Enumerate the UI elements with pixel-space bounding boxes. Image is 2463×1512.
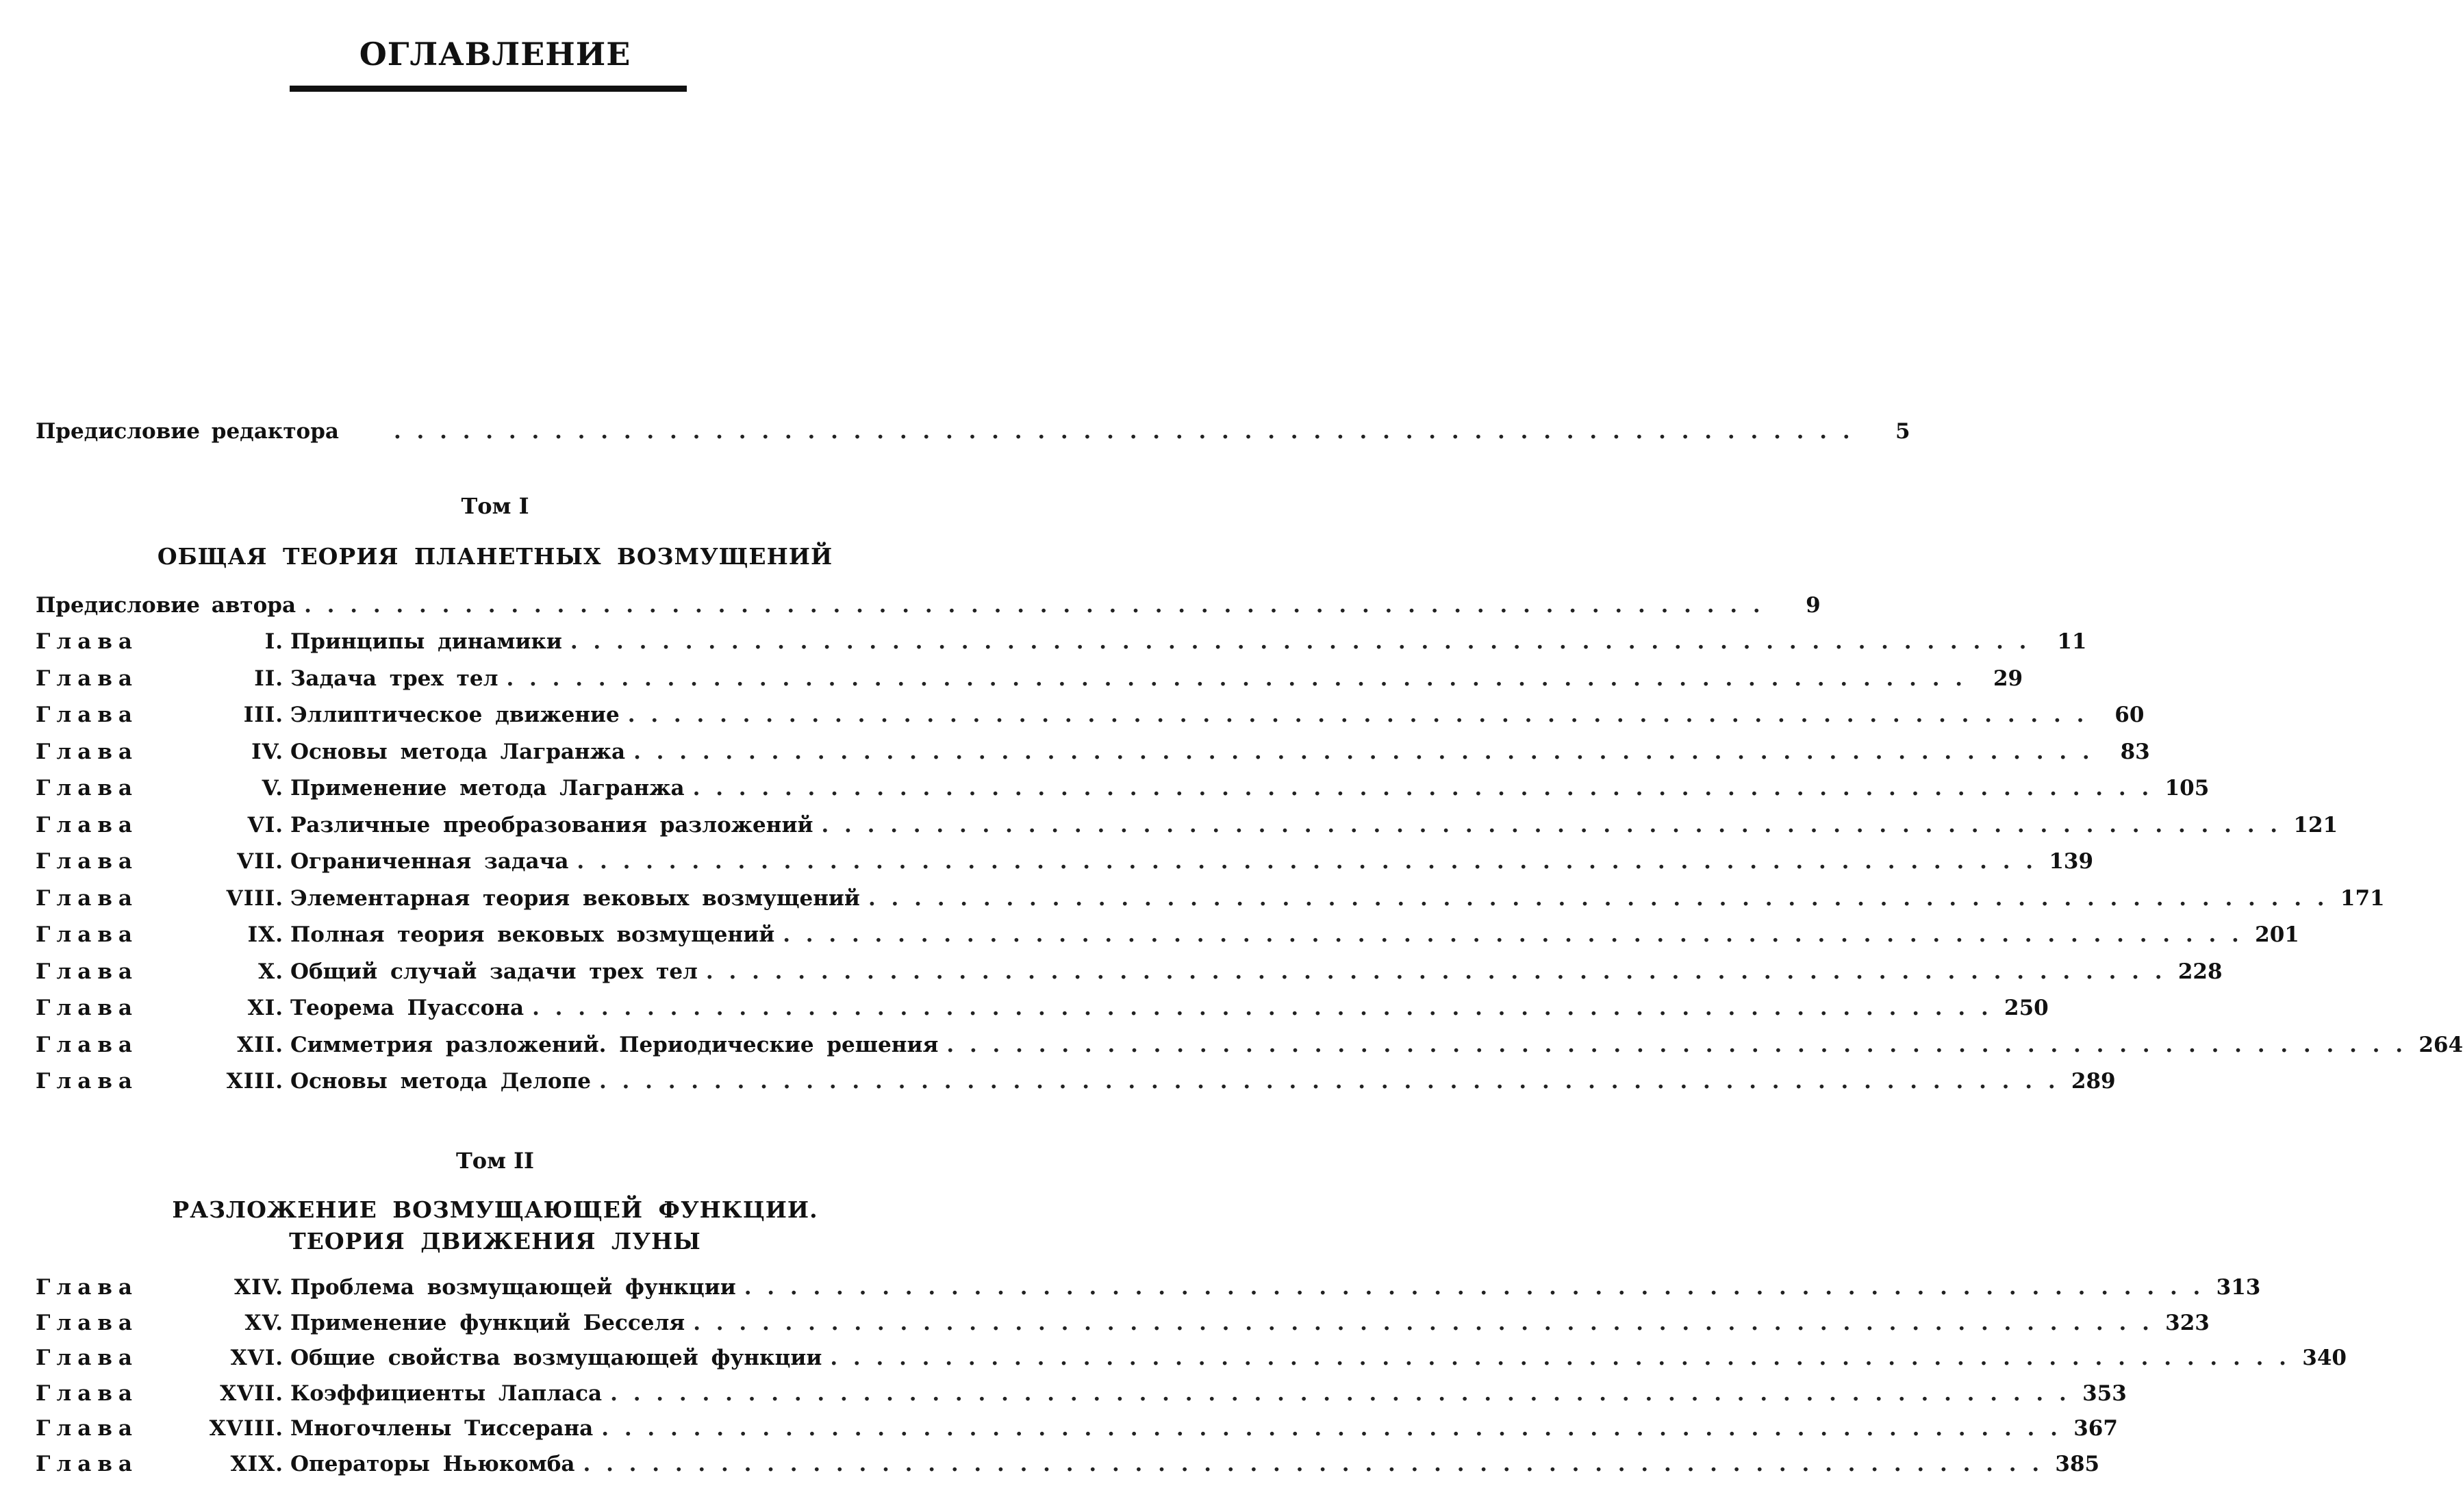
chapter-title: Многочлены Тиссерана — [290, 1416, 594, 1441]
leader-dots — [394, 419, 1854, 444]
leader-dots — [946, 1033, 2407, 1057]
chapter-number: II. — [254, 666, 283, 691]
chapter-page: 323 — [2165, 1310, 2210, 1335]
contents-heading: ОГЛАВЛЕНИЕ — [359, 36, 631, 73]
chapter-entry[interactable] — [36, 1069, 2116, 1105]
chapter-label: Глава — [36, 996, 138, 1020]
chapter-label: Глава — [36, 1381, 138, 1406]
chapter-label: Глава — [36, 812, 138, 837]
chapter-entry[interactable] — [36, 1451, 2100, 1487]
chapter-entry[interactable] — [36, 1275, 2261, 1311]
chapter-page: 11 — [2057, 629, 2087, 654]
chapter-title: Проблема возмущающей функции — [290, 1275, 736, 1300]
chapter-page: 264 — [2418, 1032, 2463, 1057]
leader-dots — [821, 813, 2282, 837]
chapter-label: Глава — [36, 1416, 138, 1441]
chapter-title: Применение функций Бесселя — [290, 1310, 685, 1335]
chapter-page: 340 — [2302, 1346, 2347, 1370]
chapter-number: X. — [258, 959, 283, 984]
chapter-number: III. — [243, 703, 283, 727]
chapter-page: 250 — [2004, 996, 2049, 1020]
chapter-entry[interactable] — [36, 1032, 2463, 1068]
chapter-entry[interactable] — [36, 849, 2094, 885]
chapter-page: 60 — [2114, 703, 2145, 727]
chapter-title: Общий случай задачи трех тел — [290, 959, 698, 984]
chapter-title: Основы метода Делопе — [290, 1069, 591, 1094]
leader-dots — [532, 996, 1993, 1020]
chapter-number: XVIII. — [209, 1416, 283, 1441]
chapter-page: 83 — [2120, 739, 2150, 764]
chapter-label: Глава — [36, 849, 138, 874]
chapter-title: Применение метода Лагранжа — [290, 776, 685, 801]
chapter-page: 228 — [2177, 959, 2223, 984]
chapter-entry[interactable] — [36, 629, 2087, 665]
chapter-number: XI. — [247, 996, 283, 1020]
chapter-label: Глава — [36, 776, 138, 801]
leader-dots — [599, 1069, 2060, 1094]
entry-page: 9 — [1806, 593, 1821, 618]
volume-1-title: ОБЩАЯ ТЕОРИЯ ПЛАНЕТНЫХ ВОЗМУЩЕНИЙ — [157, 543, 833, 570]
chapter-title: Элементарная теория вековых возмущений — [290, 885, 860, 911]
chapter-title: Различные преобразования разложений — [290, 812, 813, 837]
author-preface-entry[interactable] — [36, 593, 1821, 629]
chapter-label: Глава — [36, 666, 138, 691]
chapter-number: XVII. — [220, 1381, 283, 1406]
chapter-entry[interactable] — [36, 1310, 2210, 1346]
chapter-number: IV. — [251, 739, 283, 764]
chapter-entry[interactable] — [36, 959, 2223, 995]
leader-dots — [830, 1346, 2290, 1370]
chapter-entry[interactable] — [36, 703, 2145, 738]
leader-dots — [506, 666, 1967, 691]
chapter-page: 171 — [2340, 885, 2385, 911]
leader-dots — [868, 886, 2329, 911]
chapter-page: 367 — [2073, 1416, 2118, 1441]
volume-2-title-line-2: ТЕОРИЯ ДВИЖЕНИЯ ЛУНЫ — [289, 1228, 701, 1255]
chapter-title: Общие свойства возмущающей функции — [290, 1346, 822, 1370]
chapter-entry[interactable] — [36, 1381, 2127, 1417]
chapter-label: Глава — [36, 1032, 138, 1057]
chapter-label: Глава — [36, 922, 138, 947]
chapter-page: 139 — [2049, 849, 2094, 874]
leader-dots — [304, 593, 1765, 618]
chapter-title: Полная теория вековых возмущений — [290, 922, 775, 947]
chapter-title: Задача трех тел — [290, 666, 498, 691]
entry-title: Предисловие автора — [36, 593, 296, 618]
leader-dots — [601, 1416, 2062, 1441]
heading-underline — [290, 86, 687, 92]
editor-preface-entry[interactable] — [36, 419, 1910, 455]
chapter-entry[interactable] — [36, 812, 2338, 848]
chapter-label: Глава — [36, 1310, 138, 1335]
chapter-entry[interactable] — [36, 666, 2023, 702]
chapter-entry[interactable] — [36, 885, 2385, 922]
volume-2-label: Том II — [455, 1148, 535, 1174]
leader-dots — [744, 1275, 2205, 1300]
chapter-number: V. — [262, 776, 283, 801]
chapter-number: I. — [264, 629, 283, 654]
volume-1-label: Том I — [461, 493, 529, 519]
chapter-page: 105 — [2164, 776, 2210, 801]
chapter-page: 121 — [2293, 812, 2338, 837]
chapter-number: VIII. — [226, 885, 283, 911]
leader-dots — [783, 922, 2243, 947]
entry-page: 5 — [1895, 419, 1910, 444]
chapter-label: Глава — [36, 1069, 138, 1094]
leader-dots — [610, 1381, 2071, 1406]
chapter-title: Ограниченная задача — [290, 849, 569, 874]
chapter-page: 313 — [2216, 1275, 2261, 1300]
chapter-entry[interactable] — [36, 739, 2150, 775]
entry-title: Предисловие редактора — [36, 419, 339, 444]
leader-dots — [583, 1452, 2043, 1476]
chapter-entry[interactable] — [36, 1416, 2118, 1452]
volume-2-title-line-1: РАЗЛОЖЕНИЕ ВОЗМУЩАЮЩЕЙ ФУНКЦИИ. — [172, 1196, 818, 1223]
chapter-page: 353 — [2082, 1381, 2127, 1406]
chapter-label: Глава — [36, 885, 138, 911]
chapter-label: Глава — [36, 959, 138, 984]
chapter-entry[interactable] — [36, 922, 2299, 958]
chapter-entry[interactable] — [36, 1346, 2347, 1381]
chapter-title: Основы метода Лагранжа — [290, 739, 626, 764]
chapter-label: Глава — [36, 703, 138, 727]
leader-dots — [570, 629, 2031, 654]
chapter-page: 289 — [2071, 1069, 2116, 1094]
leader-dots — [577, 849, 2037, 874]
leader-dots — [693, 1311, 2153, 1335]
chapter-page: 385 — [2055, 1451, 2100, 1476]
leader-dots — [706, 959, 2167, 984]
chapter-title: Принципы динамики — [290, 629, 562, 654]
leader-dots — [633, 740, 2094, 764]
chapter-number: XIII. — [226, 1069, 283, 1094]
chapter-number: XVI. — [230, 1346, 283, 1370]
chapter-number: VI. — [247, 812, 283, 837]
chapter-number: VII. — [237, 849, 283, 874]
volume-2-title — [0, 1194, 990, 1257]
chapter-number: IX. — [247, 922, 283, 947]
chapter-label: Глава — [36, 739, 138, 764]
chapter-number: XV. — [244, 1310, 283, 1335]
chapter-entry[interactable] — [36, 776, 2210, 811]
chapter-title: Симметрия разложений. Периодические решения — [290, 1032, 939, 1057]
chapter-page: 29 — [1993, 666, 2023, 691]
chapter-label: Глава — [36, 1451, 138, 1476]
chapter-label: Глава — [36, 1275, 138, 1300]
chapter-page: 201 — [2255, 922, 2299, 947]
chapter-title: Операторы Ньюкомба — [290, 1451, 575, 1476]
leader-dots — [628, 703, 2088, 727]
chapter-title: Эллиптическое движение — [290, 703, 620, 727]
chapter-label: Глава — [36, 1346, 138, 1370]
chapter-number: XIX. — [230, 1451, 283, 1476]
chapter-label: Глава — [36, 629, 138, 654]
leader-dots — [693, 776, 2153, 801]
chapter-title: Теорема Пуассона — [290, 996, 525, 1020]
chapter-number: XII. — [237, 1032, 283, 1057]
chapter-entry[interactable] — [36, 996, 2049, 1031]
chapter-number: XIV. — [234, 1275, 283, 1300]
chapter-title: Коэффициенты Лапласа — [290, 1381, 603, 1406]
